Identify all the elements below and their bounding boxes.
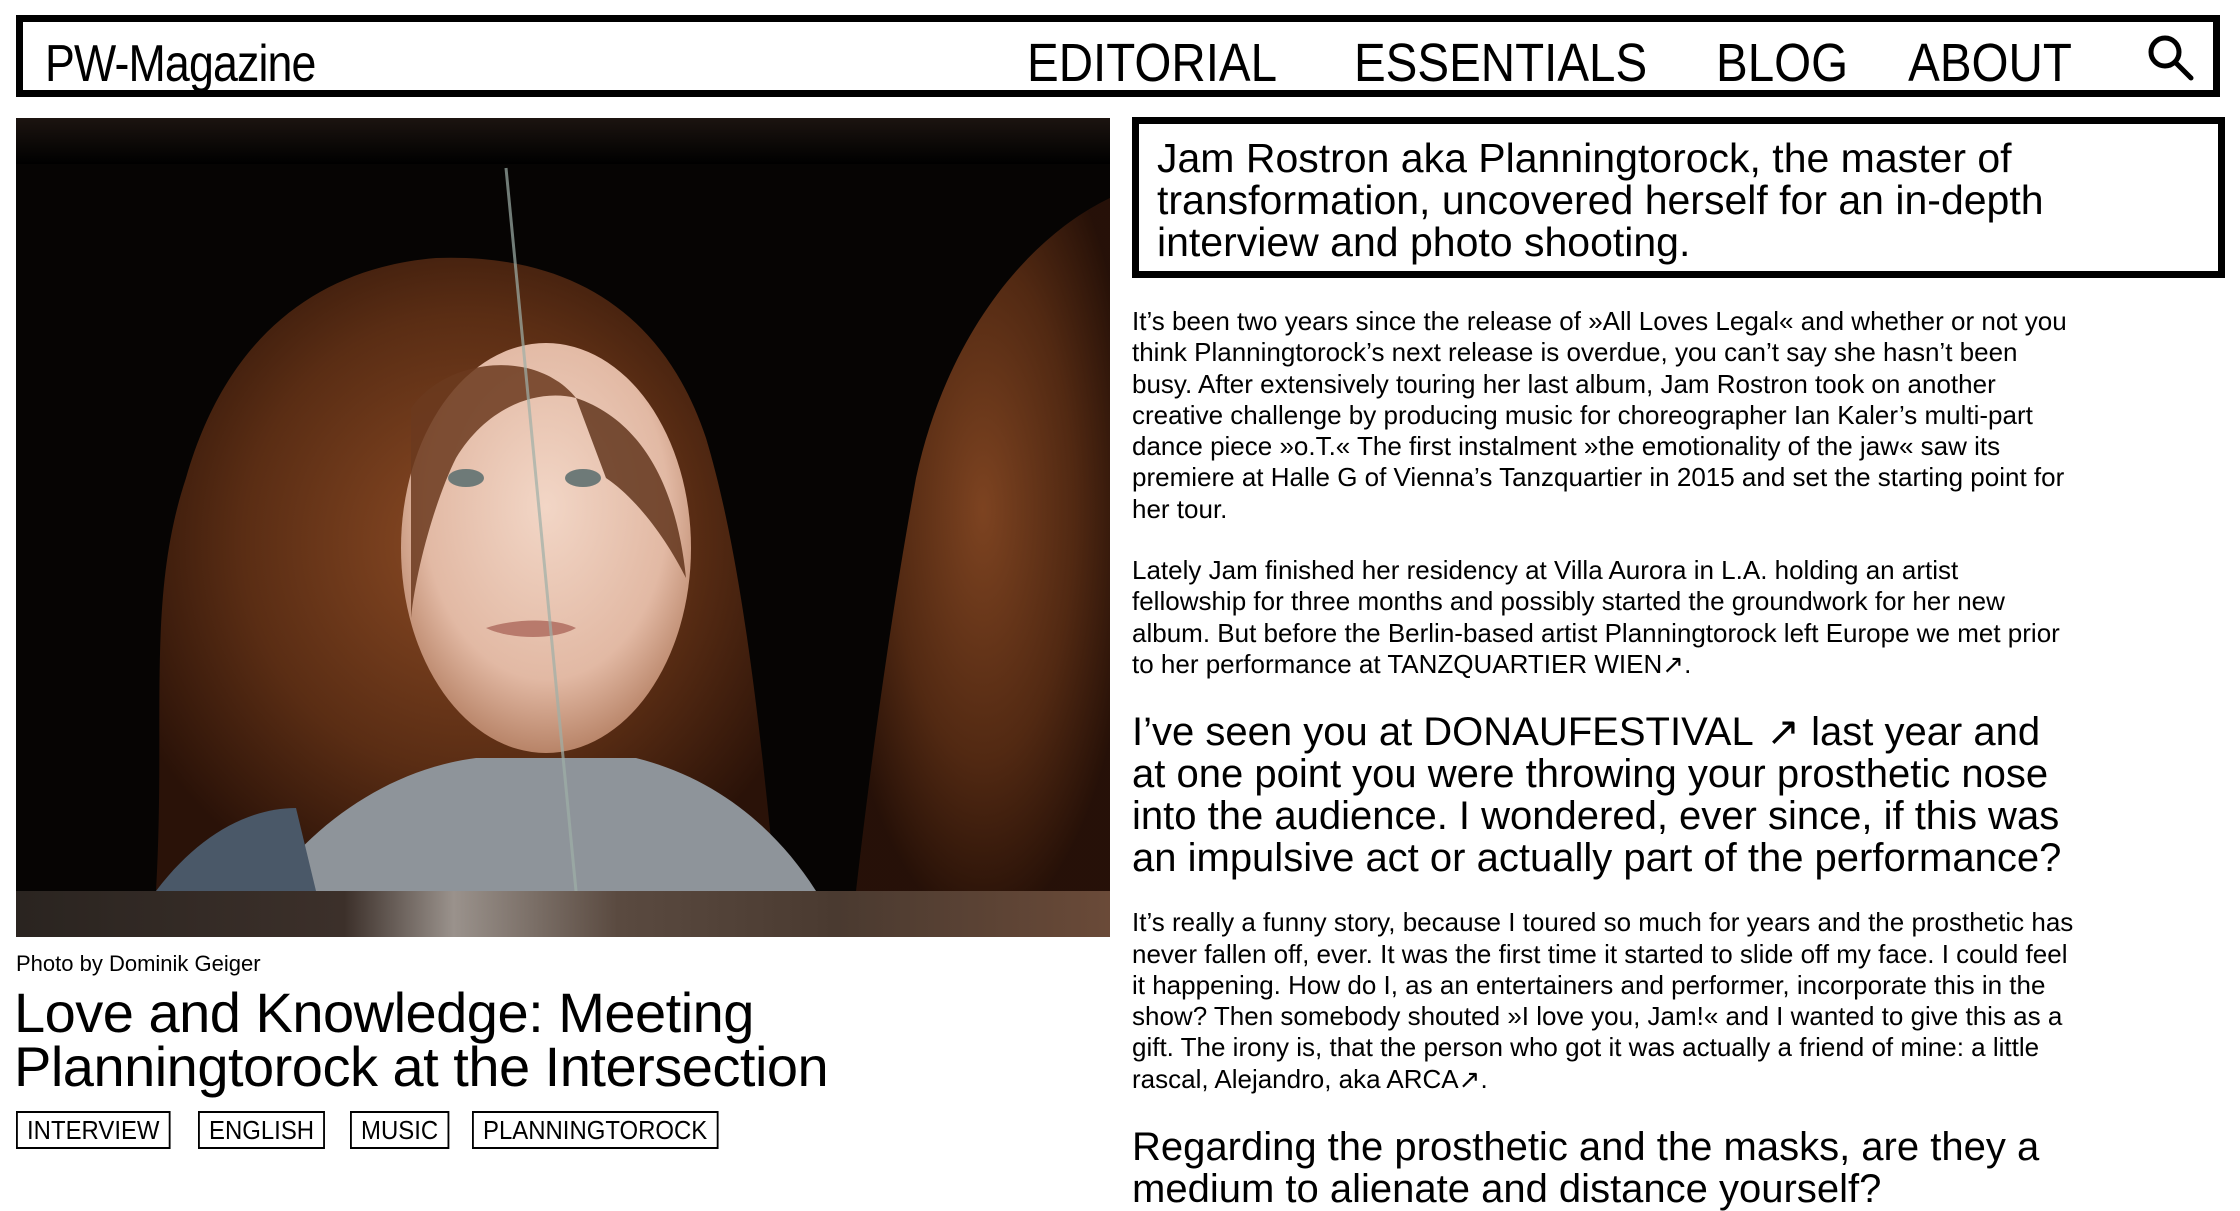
tag-list: [16, 1111, 740, 1149]
tag-interview[interactable]: INTERVIEW: [16, 1111, 171, 1149]
nav-about[interactable]: ABOUT: [1908, 33, 2072, 93]
paragraph-3: [1132, 907, 2077, 1096]
arrow-up-right-icon: ↗: [1753, 709, 1800, 756]
paragraph-2: [1132, 555, 2077, 681]
tag-english[interactable]: ENGLISH: [198, 1111, 325, 1149]
donaufestival-link-label: DONAUFESTIVAL: [1423, 710, 1754, 755]
arrow-up-right-icon: ↗: [1458, 1064, 1481, 1095]
search-icon[interactable]: [2145, 32, 2195, 82]
paragraph-2-end: .: [1684, 648, 1692, 679]
question-2: Regarding the prosthetic and the masks, are they a medium to alienate and distance yourself?: [1132, 1125, 2040, 1211]
paragraph-3-end: .: [1480, 1063, 1488, 1094]
photo-caption: Photo by Dominik Geiger: [16, 951, 261, 976]
main-nav: [1010, 32, 2083, 94]
arrow-up-right-icon: ↗: [1662, 649, 1685, 680]
paragraph-1: It’s been two years since the release of »All Loves Legal« and whether or not you think Planningtorock’s next release is overdue, you can’t say she hasn’t been busy. After extensively touring her last album, Jam Rostron took on another creative challenge by producing music for choreographer Ian Kaler’s multi-part dance piece »o.T.« The first instalment »the emotionality of the jaw« saw its premiere at Halle G of Vienna’s Tanzquartier in 2015 and set the starting point for her tour.: [1132, 306, 2067, 524]
arca-link-label: ARCA: [1386, 1063, 1459, 1094]
paragraph-2-text: Lately Jam finished her residency at Villa Aurora in L.A. holding an artist fellowship for three months and possibly started the groundwork for her new album. But before the Berlin-based artist Planningtorock left Europe we met prior to her performance at: [1132, 555, 2060, 679]
nav-blog[interactable]: BLOG: [1715, 33, 1848, 93]
tag-music[interactable]: MUSIC: [350, 1111, 449, 1149]
tanzquartier-link-label: TANZQUARTIER WIEN: [1387, 648, 1663, 679]
article-body: [1132, 306, 2077, 1210]
article-title: Love and Knowledge: Meeting Planningtorock at the Intersection: [14, 981, 829, 1098]
site-header: [16, 15, 2220, 97]
paragraph-3-text: It’s really a funny story, because I toured so much for years and the prosthetic has never fallen off, ever. It was the first time it started to slide off my face. I could feel it happening. How do I, as an entertainers and performer, incorporate this in the show? Then somebody shouted »I love you, Jam!« and I wanted to give this as a gift. The irony is, that the person who got it was actually a friend of mine: a little rascal, Alejandro, aka: [1132, 907, 2074, 1094]
question-1-start: I’ve seen you at: [1132, 710, 1424, 755]
tag-planningtorock[interactable]: PLANNINGTOROCK: [472, 1111, 718, 1149]
nav-editorial[interactable]: EDITORIAL: [1026, 33, 1277, 93]
intro-box: Jam Rostron aka Planningtorock, the master of transformation, uncovered herself for an in-depth interview and photo shooting.: [1132, 117, 2225, 278]
nav-essentials[interactable]: ESSENTIALS: [1353, 33, 1647, 93]
tanzquartier-link[interactable]: [1387, 649, 1684, 679]
hero-photo: [16, 118, 1110, 937]
question-1: [1132, 711, 2077, 879]
arca-link[interactable]: [1386, 1064, 1480, 1094]
question-1-end: last year and at one point you were throwing your prosthetic nose into the audience. I wondered, ever since, if this was an impulsive act or actually part of the performance?: [1132, 710, 2062, 881]
donaufestival-link[interactable]: [1423, 710, 1800, 754]
site-logo[interactable]: PW-Magazine: [45, 35, 316, 93]
